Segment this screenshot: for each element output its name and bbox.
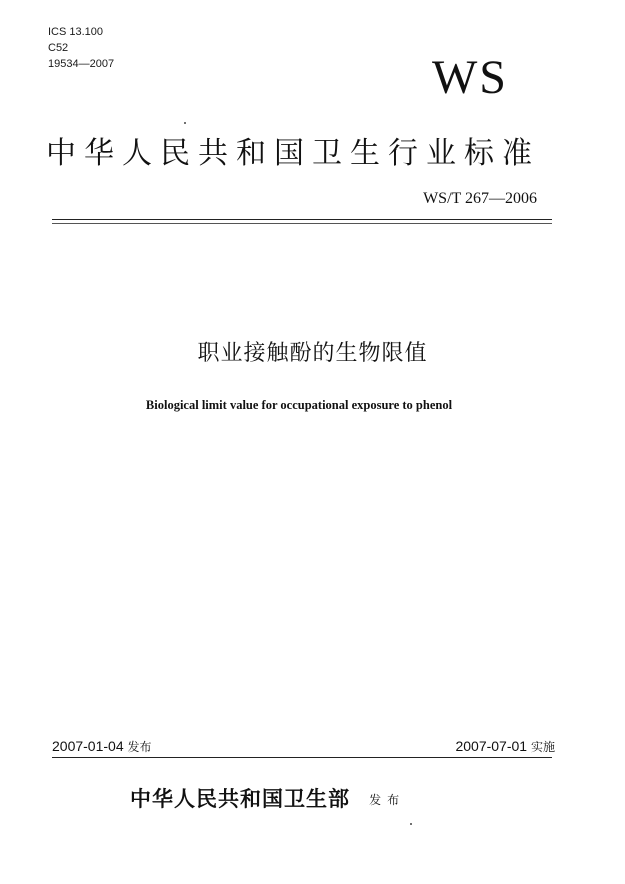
- publisher-name: 中华人民共和国卫生部: [130, 786, 350, 811]
- issue-date: 2007-01-04: [52, 738, 124, 754]
- classification-codes: [48, 24, 114, 72]
- standard-number: WS/T 267—2006: [423, 190, 537, 207]
- scan-speck: [410, 823, 412, 825]
- header-divider: [52, 219, 552, 220]
- implementation-date-line: [455, 736, 555, 757]
- ics-code: ICS 13.100: [48, 26, 104, 38]
- document-title-english: Biological limit value for occupational exposure to phenol: [145, 398, 453, 412]
- implementation-label: 实施: [530, 740, 555, 754]
- footer-divider: [52, 757, 552, 758]
- publisher-line: [130, 784, 405, 815]
- standard-organization: 中华人民共和国卫生行业标准: [46, 136, 540, 171]
- issue-date-line: [52, 736, 152, 757]
- standard-mark: WS: [432, 51, 508, 104]
- record-number: 19534—2007: [48, 58, 115, 70]
- issue-label: 发布: [127, 740, 152, 754]
- publisher-action: 发布: [369, 793, 406, 807]
- header-divider-thin: [52, 223, 552, 224]
- document-title-chinese: 职业接触酚的生物限值: [197, 341, 428, 366]
- implementation-date: 2007-07-01: [455, 738, 528, 754]
- scan-speck: [184, 122, 186, 124]
- ccs-code: C52: [48, 42, 69, 54]
